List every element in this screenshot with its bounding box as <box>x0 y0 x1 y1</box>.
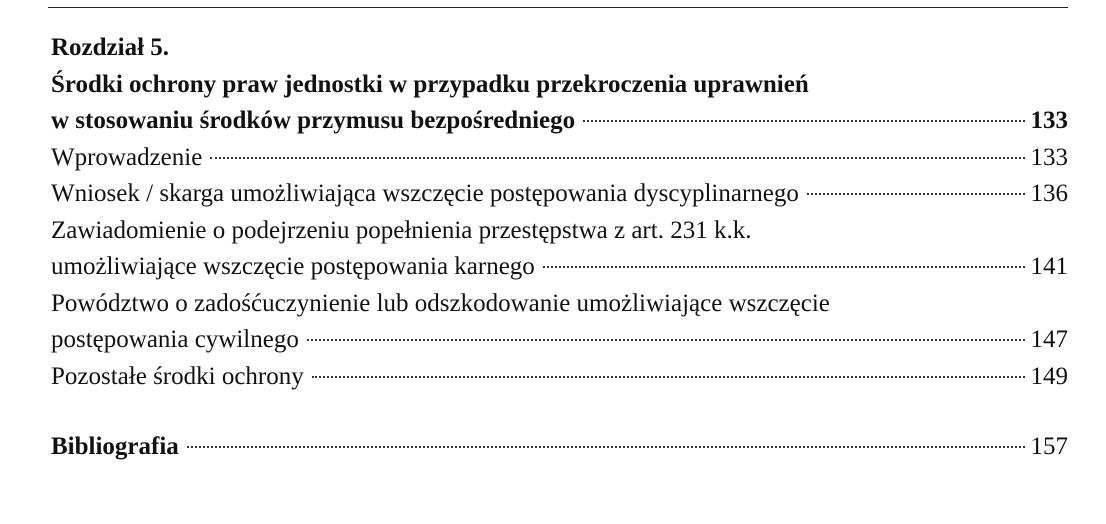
toc-entry-pozostale <box>51 359 1068 396</box>
dot-leader <box>187 446 1025 448</box>
bibliography-page-number: 157 <box>1030 433 1068 460</box>
toc-entry-page-number: 141 <box>1030 253 1068 280</box>
chapter-label-line <box>51 30 1068 67</box>
toc-entry-zawiadomienie-line-2 <box>51 249 1068 286</box>
chapter-label: Rozdział 5. <box>51 34 170 61</box>
dot-leader <box>210 157 1024 159</box>
toc-entry-text: postępowania cywilnego <box>51 326 299 353</box>
dot-leader <box>312 376 1025 378</box>
toc-entry-text: Pozostałe środki ochrony <box>51 362 304 390</box>
chapter-title-line-1 <box>51 67 1068 104</box>
toc-entry-text: umożliwiające wszczęcie postępowania karnego <box>51 253 535 280</box>
toc-entry-page-number: 147 <box>1030 326 1068 353</box>
chapter-page-number: 133 <box>1030 107 1068 134</box>
table-of-contents <box>51 30 1068 466</box>
toc-entry-wniosek <box>51 176 1068 213</box>
toc-entry-zawiadomienie-line-1 <box>51 213 1068 250</box>
dot-leader <box>543 266 1025 268</box>
chapter-title-text-2: w stosowaniu środków przymusu bezpośredniego <box>51 107 576 134</box>
chapter-title-line-2 <box>51 103 1068 140</box>
bibliography-label: Bibliografia <box>51 433 179 460</box>
toc-entry-powodztwo-line-2 <box>51 322 1068 359</box>
toc-entry-text: Wniosek / skarga umożliwiająca wszczęcie postępowania dyscyplinarnego <box>51 180 799 207</box>
toc-entry-text: Zawiadomienie o podejrzeniu popełnienia przestępstwa z art. 231 k.k. <box>51 216 752 244</box>
chapter-title-text-1: Środki ochrony praw jednostki w przypadku przekroczenia uprawnień <box>51 70 809 98</box>
section-gap <box>51 395 1068 429</box>
toc-entry-text: Powództwo o zadośćuczynienie lub odszkodowanie umożliwiające wszczęcie <box>51 289 830 317</box>
top-rule <box>48 7 1068 8</box>
toc-entry-page-number: 133 <box>1030 143 1068 171</box>
toc-entry-text: Wprowadzenie <box>51 143 203 171</box>
dot-leader <box>307 339 1025 341</box>
toc-entry-page-number: 136 <box>1030 180 1068 207</box>
toc-entry-bibliografia <box>51 429 1068 466</box>
toc-entry-page-number: 149 <box>1030 362 1068 390</box>
toc-entry-wprowadzenie <box>51 140 1068 177</box>
dot-leader <box>807 193 1025 195</box>
toc-entry-powodztwo-line-1 <box>51 286 1068 323</box>
dot-leader <box>583 120 1024 122</box>
